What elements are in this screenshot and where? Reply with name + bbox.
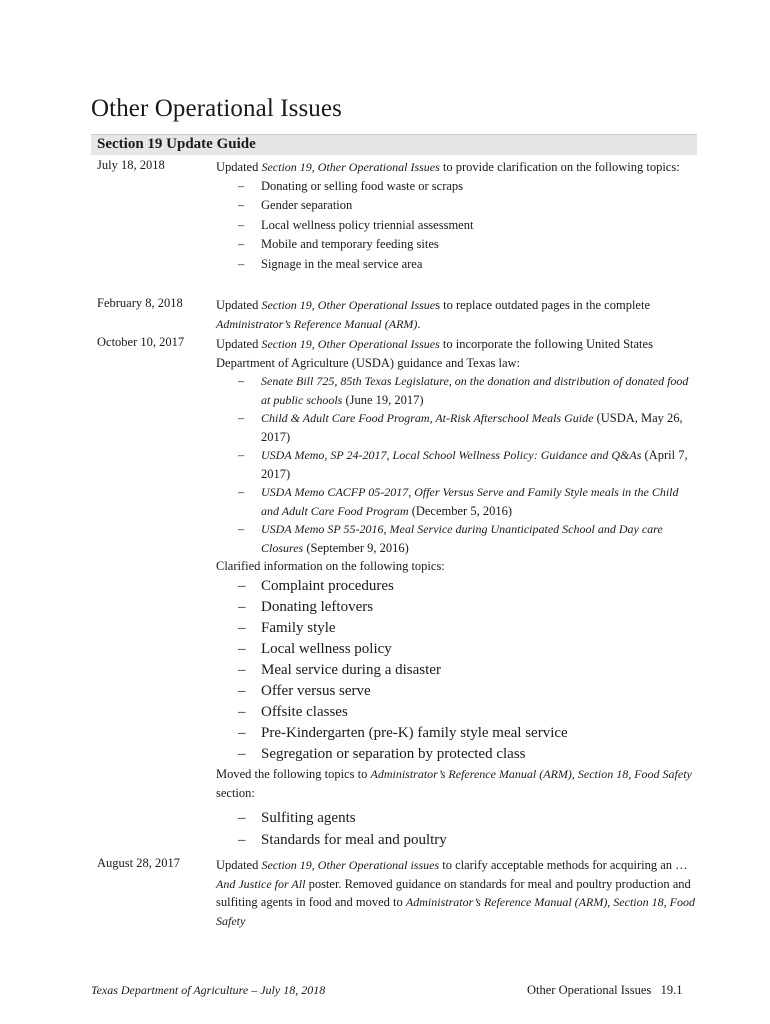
entry-date: August 28, 2017 bbox=[97, 856, 180, 870]
entry-body bbox=[216, 335, 696, 851]
entry-body bbox=[216, 856, 696, 930]
list-item: – Offsite classes bbox=[216, 702, 696, 723]
entry-text: Updated Section 19, Other Operational Issues to replace outdated pages in the complete Administrator’s Reference Manual (ARM). bbox=[216, 298, 650, 331]
list-item: – Donating or selling food waste or scraps bbox=[216, 177, 696, 197]
entry-date: July 18, 2018 bbox=[97, 158, 165, 172]
list-item: – Standards for meal and poultry bbox=[216, 830, 696, 852]
clarified-intro: Clarified information on the following topics: bbox=[216, 559, 445, 573]
entry-date: October 10, 2017 bbox=[97, 335, 185, 349]
entry-body bbox=[216, 296, 696, 333]
list-item: – Gender separation bbox=[216, 196, 696, 216]
footer-right: Other Operational Issues 19.1 bbox=[527, 983, 683, 997]
list-item: – Pre-Kindergarten (pre-K) family style meal service bbox=[216, 723, 696, 744]
list-item: – Donating leftovers bbox=[216, 597, 696, 618]
list-item: – Segregation or separation by protected class bbox=[216, 744, 696, 765]
list-item: – USDA Memo SP 55-2016, Meal Service during Unanticipated School and Day care Closures (September 9, 2016) bbox=[216, 520, 696, 557]
list-item: – Mobile and temporary feeding sites bbox=[216, 235, 696, 255]
entry-date: February 8, 2018 bbox=[97, 296, 183, 310]
entry-text: Updated Section 19, Other Operational Issues to provide clarification on the following topics: bbox=[216, 160, 680, 174]
list-item: – Complaint procedures bbox=[216, 576, 696, 597]
list-item: – Local wellness policy triennial assessment bbox=[216, 216, 696, 236]
clarified-topic-list bbox=[216, 576, 696, 766]
list-item: – Meal service during a disaster bbox=[216, 660, 696, 681]
list-item: – Local wellness policy bbox=[216, 639, 696, 660]
reference-list bbox=[216, 372, 696, 557]
footer-left: Texas Department of Agriculture – July 18, 2018 bbox=[91, 983, 326, 997]
list-item: – Sulfiting agents bbox=[216, 808, 696, 830]
topic-list bbox=[216, 177, 696, 275]
moved-intro: Moved the following topics to Administrator’s Reference Manual (ARM), Section 18, Food Safety section: bbox=[216, 767, 692, 800]
list-item: – Child & Adult Care Food Program, At-Risk Afterschool Meals Guide (USDA, May 26, 2017) bbox=[216, 409, 696, 446]
list-item: – USDA Memo, SP 24-2017, Local School Wellness Policy: Guidance and Q&As (April 7, 2017) bbox=[216, 446, 696, 483]
section-header: Section 19 Update Guide bbox=[97, 136, 256, 152]
list-item: – Family style bbox=[216, 618, 696, 639]
list-item: – Signage in the meal service area bbox=[216, 255, 696, 275]
list-item: – USDA Memo CACFP 05-2017, Offer Versus Serve and Family Style meals in the Child and Adult Care Food Program (December 5, 2016) bbox=[216, 483, 696, 520]
list-item: – Offer versus serve bbox=[216, 681, 696, 702]
page-title: Other Operational Issues bbox=[91, 95, 342, 122]
entry-body bbox=[216, 158, 696, 274]
entry-text: Updated Section 19, Other Operational issues to clarify acceptable methods for acquiring an …And Justice for All poster. Removed guidance on standards for meal and poultry production and sulfiting agents in food and moved to Administrator’s Reference Manual (ARM), Section 18, Food Safety bbox=[216, 858, 695, 928]
list-item: – Senate Bill 725, 85th Texas Legislature, on the donation and distribution of donated food at public schools (June 19, 2017) bbox=[216, 372, 696, 409]
section-header-bar bbox=[91, 134, 697, 155]
moved-topic-list bbox=[216, 808, 696, 851]
entry-text: Updated Section 19, Other Operational Issues to incorporate the following United States Department of Agriculture (USDA) guidance and Texas law: bbox=[216, 337, 653, 370]
